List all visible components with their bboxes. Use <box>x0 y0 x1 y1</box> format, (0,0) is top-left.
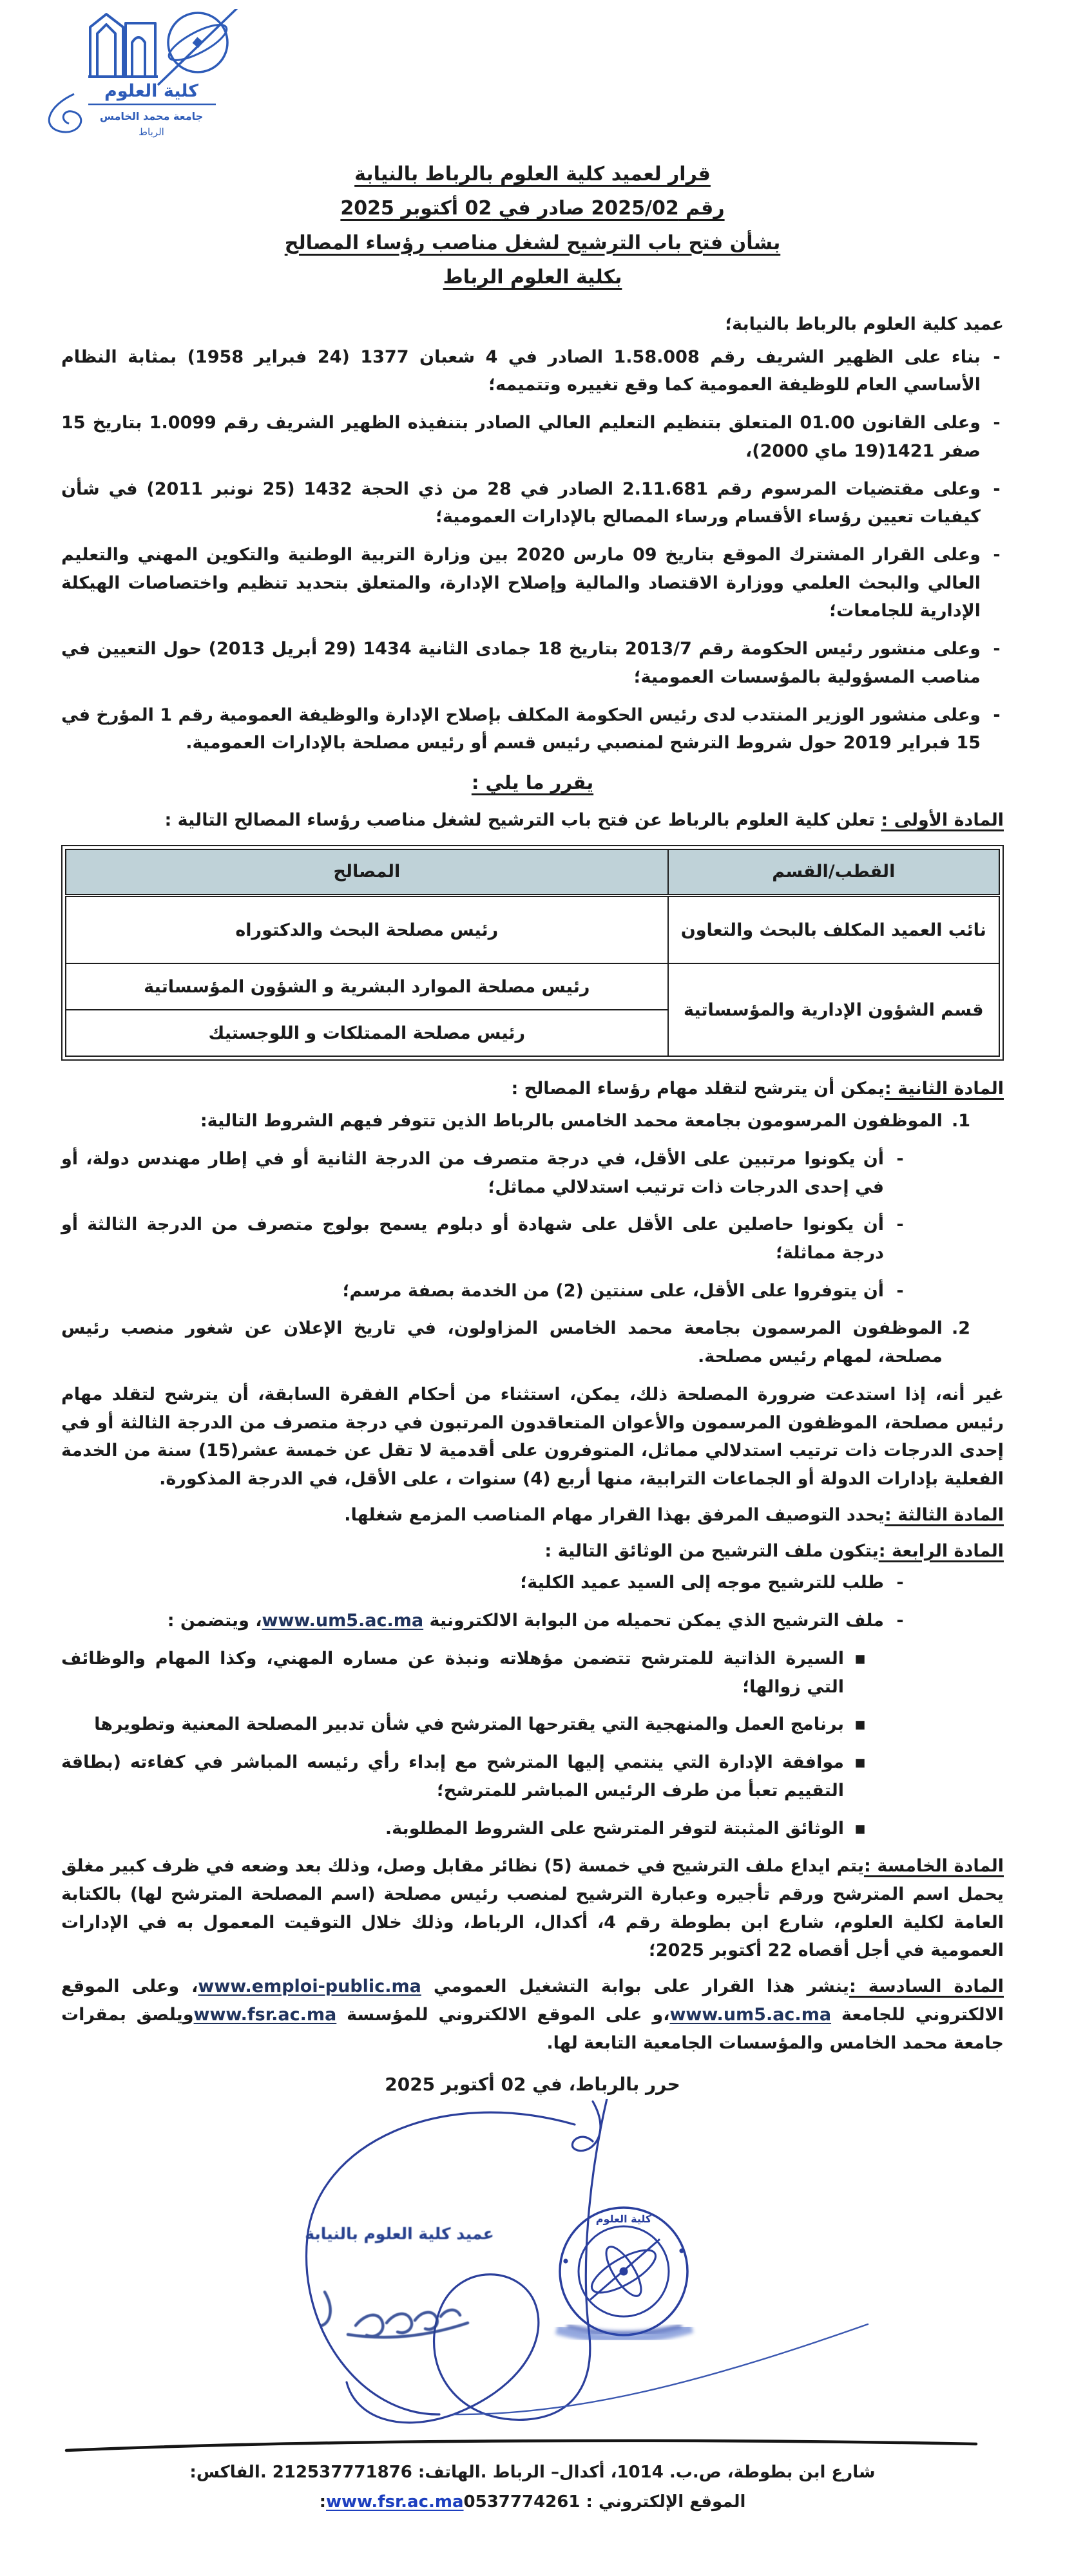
article-4-label: المادة الرابعة : <box>878 1540 1004 1561</box>
footer-website-label: الموقع الإلكتروني : <box>586 2492 746 2512</box>
um5-portal-link[interactable]: www.um5.ac.ma <box>262 1611 424 1631</box>
signature-scribble <box>306 2099 867 2423</box>
square-bullet: ▪ <box>854 1818 867 1839</box>
condition-item <box>61 1211 1004 1267</box>
article-6-seg-2: ، وعلى الموقع الالكتروني للجامعة <box>61 1976 1004 2025</box>
dossier-subitem-text: موافقة الإدارة التي ينتمي إليها المترشح مع إبداء رأي رئيسه المباشر في كفاءته (بطاقة التقييم تعبأ من طرف الرئيس المباشر للمترشح؛ <box>61 1752 844 1801</box>
article-5-label: المادة الخامسة : <box>863 1856 1004 1877</box>
consideration-item <box>61 343 1004 399</box>
official-stamp <box>557 2208 692 2339</box>
logo-atom-nucleus <box>193 37 204 48</box>
footer-address-line: شارع ابن بطوطة، ص.ب. 1014، أكدال– الرباط .الهاتف: 212537771876 .الفاكس: <box>189 2463 876 2483</box>
condition-text: أن يكونوا حاصلين على الأقل على شهادة أو دبلوم يسمح بولوج متصرف من الدرجة الثالثة أو درجة مماثلة؛ <box>61 1215 884 1264</box>
table-header-row <box>66 849 999 896</box>
article-3-text: يحدد التوصيف المرفق بهذا القرار مهام المناصب المزمع شغلها. <box>344 1504 885 1525</box>
dash-bullet: - <box>896 1215 904 1235</box>
dateline: حرر بالرباط، في 02 أكتوبر 2025 <box>385 2074 680 2096</box>
article-4 <box>61 1537 1004 1566</box>
dash-bullet: - <box>896 1148 904 1169</box>
dossier-subitem-text: الوثائق المثبتة لتوفر المترشح على الشروط المطلوبة. <box>385 1818 844 1839</box>
article-2-item-2-text: الموظفون المرسمون بجامعة محمد الخامس المزاولون، في تاريخ الإعلان عن شغور منصب رئيس مصلحة، لمهام رئيس مصلحة. <box>61 1318 943 1367</box>
consideration-item <box>61 701 1004 757</box>
article-3 <box>61 1501 1004 1530</box>
square-bullet: ▪ <box>854 1752 867 1773</box>
stamp-arc-text: كلية العلوم <box>595 2213 651 2226</box>
square-bullet: ▪ <box>854 1714 867 1735</box>
stamp-dot-left <box>679 2249 684 2253</box>
footer-website-line <box>61 2488 1004 2517</box>
dossier-item <box>61 1607 1004 1635</box>
title-line-2: رقم 2025/02 صادر في 02 أكتوبر 2025 <box>340 197 725 220</box>
dossier-item-text <box>61 1607 884 1635</box>
positions-table <box>65 849 1000 1057</box>
article-6-seg-4: ويلصق بمقرات جامعة محمد الخامس والمؤسسات الجامعية التابعة لها. <box>61 2004 1004 2053</box>
article-4-text: يتكون ملف الترشيح من الوثائق التالية : <box>544 1540 879 1561</box>
dossier-subitem <box>61 1645 1004 1701</box>
faculty-logo-graphic <box>29 9 248 141</box>
article-6-label: المادة السادسة : <box>849 1976 1004 1997</box>
faculty-logo <box>29 9 248 141</box>
logo-calligraphy-flourish <box>49 94 81 132</box>
title-line-4: بكلية العلوم الرباط <box>443 266 622 289</box>
article-1-text: تعلن كلية العلوم بالرباط عن فتح باب الترشيح لشغل مناصب رؤساء المصالح التالية : <box>164 810 881 831</box>
decree-title <box>61 157 1004 295</box>
table-row <box>66 963 999 1010</box>
article-2-item-2 <box>61 1314 1004 1370</box>
um5-site-link[interactable]: www.um5.ac.ma <box>669 2004 832 2025</box>
dash-bullet: - <box>993 544 1001 565</box>
dash-bullet: - <box>896 1280 904 1301</box>
article-6-seg-1: ينشر هذا القرار على بوابة التشغيل العمومي <box>421 1976 849 1997</box>
header-division-column: القطب/القسم <box>668 849 999 896</box>
dash-bullet: - <box>993 413 1001 433</box>
article-2 <box>61 1075 1004 1103</box>
emploi-public-link[interactable]: www.emploi-public.ma <box>198 1976 421 1997</box>
dash-bullet: - <box>896 1611 904 1631</box>
consideration-text: وعلى القرار المشترك الموقع بتاريخ 09 مارس 2020 بين وزارة التربية الوطنية والتكوين المهني والتعليم العالي والبحث العلمي ووزارة الاقتصاد والمالية وإصلاح الإدارة، والمتعلق بتحديد تنظيم واختصاصات الهيكلة الإدارية للجامعات؛ <box>61 544 981 621</box>
signature-graphic <box>162 2099 903 2434</box>
article-2-label: المادة الثانية : <box>884 1079 1004 1099</box>
title-line-3: بشأن فتح باب الترشيح لشغل مناصب رؤساء المصالح <box>284 231 781 254</box>
condition-item <box>61 1145 1004 1201</box>
service-cell: رئيس مصلحة البحث والدكتوراه <box>66 895 668 963</box>
table-row <box>66 895 999 963</box>
title-line-1: قرار لعميد كلية العلوم بالرباط بالنيابة <box>354 163 711 185</box>
logo-pillar <box>126 23 155 77</box>
considerations-list <box>61 343 1004 758</box>
article-2-item-1-text: الموظفون المرسومون بجامعة محمد الخامس بالرباط الذين تتوفر فيهم الشروط التالية: <box>200 1111 943 1132</box>
number-marker: 2. <box>951 1318 970 1339</box>
consideration-text: بناء على الظهير الشريف رقم 1.58.008 الصادر في 4 شعبان 1377 (24 فبراير 1958) بمثابة النظام الأساسي العام للوظيفة العمومية كما وقع تغييره وتتميمه؛ <box>61 346 981 395</box>
logo-arch-inner <box>97 24 115 77</box>
decree-heading <box>61 772 1004 793</box>
square-bullet: ▪ <box>854 1648 867 1669</box>
footer-fax-number: 0537774261: <box>319 2492 580 2512</box>
article-3-label: المادة الثالثة : <box>884 1504 1004 1525</box>
logo-university-name: جامعة محمد الخامس <box>99 110 204 122</box>
signature-block <box>162 2099 903 2436</box>
consideration-text: وعلى منشور رئيس الحكومة رقم 2013/7 بتاريخ 18 جمادى الثانية 1434 (29 أبريل 2013) حول التعيين في مناصب المسؤولية بالمؤسسات العمومية؛ <box>61 639 981 687</box>
dossier-subitem <box>61 1710 1004 1739</box>
dossier-subitem-text: برنامج العمل والمنهجية التي يقترحها المترشح في شأن تدبير المصلحة المعنية وتطويرها <box>94 1714 844 1735</box>
signatory-role-text: عميد كلية العلوم بالنيابة <box>304 2224 494 2244</box>
header-services-column: المصالح <box>66 849 668 896</box>
footer-divider-line <box>61 2436 1004 2454</box>
logo-city: الرباط <box>139 126 164 138</box>
decree-heading-text: يقرر ما يلي : <box>471 772 594 794</box>
number-marker: 1. <box>951 1111 970 1132</box>
article-6-seg-3: ،و على الموقع الالكتروني للمؤسسة <box>336 2004 670 2025</box>
division-cell: نائب العميد المكلف بالبحث والتعاون <box>668 895 999 963</box>
consideration-item <box>61 635 1004 691</box>
article-5 <box>61 1852 1004 1965</box>
stamp-dot-right <box>563 2259 568 2264</box>
dossier-file-pre: ملف الترشيح الذي يمكن تحميله من البوابة الالكترونية <box>423 1611 884 1631</box>
dash-bullet: - <box>993 478 1001 499</box>
article-2-exception: غير أنه، إذا استدعت ضرورة المصلحة ذلك، يمكن، استثناء من أحكام الفقرة السابقة، أن يترشح لتقلد مهام رئيس مصلحة، الموظفون المرسمون والأعوان المتعاقدون المرتبون في درجة متصرف من الدرجة الثالثة أو في إحدى الدرجات ذات ترتيب استدلالي مماثل، المتوفرون على أقدمية لا تقل عن خمسة عشر(15) سنة من الخدمة الفعلية بإدارات الدولة أو الجماعات الترابية، منها أربع (4) سنوات ، على الأقل، في الدرجة المذكورة. <box>61 1384 1004 1490</box>
article-6 <box>61 1973 1004 2057</box>
dash-bullet: - <box>993 639 1001 659</box>
dash-bullet: - <box>993 346 1001 367</box>
stamp-atom-icon <box>586 2239 661 2301</box>
service-cell: رئيس مصلحة الموارد البشرية و الشؤون المؤسساتية <box>66 963 668 1010</box>
dossier-subitem <box>61 1748 1004 1804</box>
dossier-subitem-text: السيرة الذاتية للمترشح تتضمن مؤهلاته ونبذة عن مساره المهني، وكذا المهام والوظائف التي زوالها؛ <box>61 1648 844 1697</box>
article-5-text: يتم ايداع ملف الترشيح في خمسة (5) نظائر مقابل وصل، وذلك بعد وضعه في ظرف كبير مغلق يحمل اسم المترشح ورقم تأجيره وعبارة الترشيح لمنصب رئيس مصلحة (اسم المصلحة المترشح لها) بالكتابة العامة لكلية العلوم، شارع ابن بطوطة رقم 4، أكدال، الرباط، وذلك خلال التوقيت المعمول به في الإدارات العمومية في أجل أقصاه 22 أكتوبر 2025؛ <box>61 1856 1004 1961</box>
article-2-intro: يمكن أن يترشح لتقلد مهام رؤساء المصالح : <box>511 1079 885 1099</box>
positions-table-wrapper <box>61 845 1004 1061</box>
logo-faculty-name: كلية العلوم <box>104 81 198 101</box>
dash-bullet: - <box>993 705 1001 725</box>
footer <box>61 2458 1004 2517</box>
consideration-text: وعلى مقتضيات المرسوم رقم 2.11.681 الصادر في 28 من ذي الحجة 1432 (25 نونبر 2011) في شأن كيفيات تعيين رؤساء الأقسام ورساء المصالح بالإدارات العمومية؛ <box>61 478 981 527</box>
division-cell: قسم الشؤون الإدارية والمؤسساتية <box>668 963 999 1056</box>
dossier-file-post: ، ويتضمن : <box>167 1611 262 1631</box>
dossier-item-text: طلب للترشيح موجه إلى السيد عميد الكلية؛ <box>520 1573 884 1593</box>
condition-text: أن يتوفروا على الأقل، على سنتين (2) من الخدمة بصفة مرسم؛ <box>342 1280 884 1301</box>
dossier-subitem <box>61 1815 1004 1843</box>
consideration-item <box>61 541 1004 625</box>
opening-line: عميد كلية العلوم بالرباط بالنيابة؛ <box>725 314 1004 334</box>
article-1 <box>61 806 1004 835</box>
consideration-text: وعلى القانون 01.00 المتعلق بتنظيم التعليم العالي الصادر بتنفيذه الظهير الشريف رقم 1.0099 بتاريخ 15 صفر 1421(19 ماي 2000)، <box>61 413 981 461</box>
logo-diagonal-slash <box>158 9 242 85</box>
service-cell: رئيس مصلحة الممتلكات و اللوجستيك <box>66 1010 668 1056</box>
dossier-item <box>61 1569 1004 1597</box>
dash-bullet: - <box>896 1573 904 1593</box>
article-2-item-1 <box>61 1107 1004 1135</box>
condition-item <box>61 1277 1004 1305</box>
logo-door <box>132 37 145 77</box>
consideration-item <box>61 475 1004 531</box>
consideration-item <box>61 409 1004 465</box>
consideration-text: وعلى منشور الوزير المنتدب لدى رئيس الحكومة المكلف بإصلاح الإدارة والوظيفة العمومية رقم 1 المؤرخ في 15 فبراير 2019 حول شروط الترشح لمنصبي رئيس قسم أو رئيس مصلحة بالإدارات العمومية. <box>61 705 981 753</box>
condition-text: أن يكونوا مرتبين على الأقل، في درجة متصرف من الدرجة الثانية أو في إطار مهندس دولة، أو في إحدى الدرجات ذات ترتيب استدلالي مماثل؛ <box>61 1148 884 1197</box>
footer-fsr-link[interactable]: www.fsr.ac.ma <box>326 2492 464 2512</box>
article-1-label: المادة الأولى : <box>881 810 1004 831</box>
fsr-site-link[interactable]: www.fsr.ac.ma <box>193 2004 337 2025</box>
